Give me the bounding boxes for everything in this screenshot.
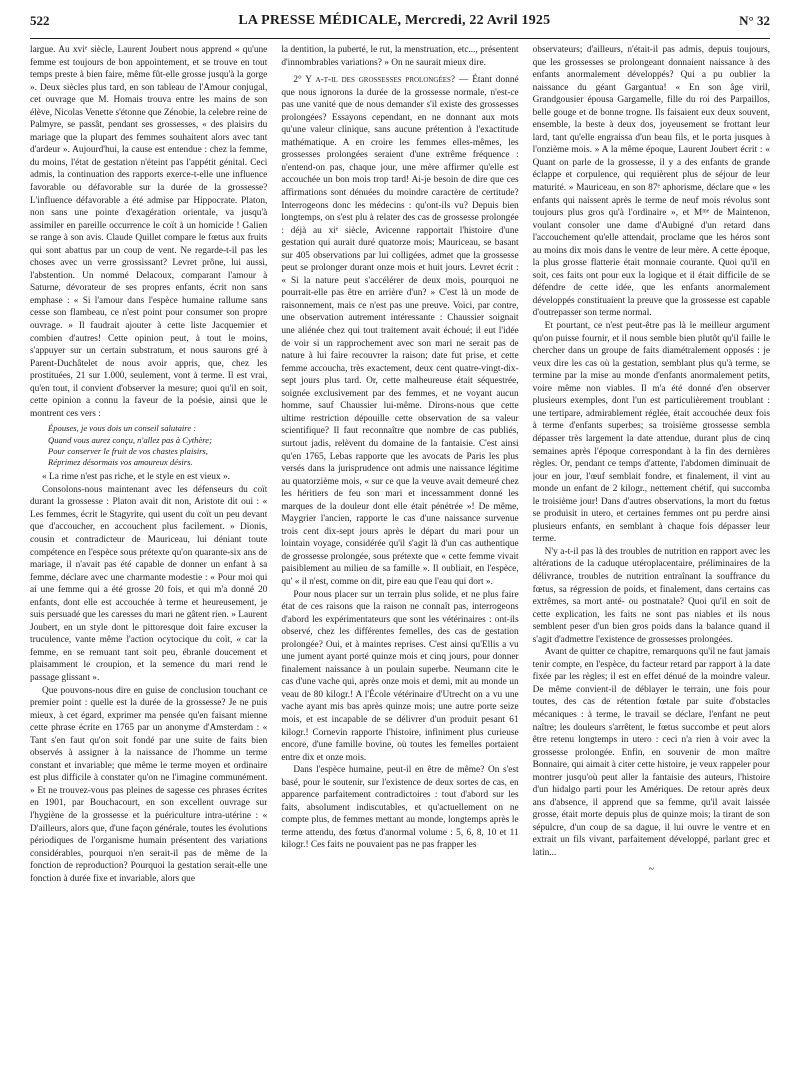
column-middle <box>281 44 518 1064</box>
column-left <box>30 44 267 1064</box>
article-columns <box>30 44 770 1064</box>
paragraph: observateurs; d'ailleurs, n'était-il pas admis, depuis toujours, que les grossesses se prolongeant donnaient naissance à des enfants anormalement développés? Qui a pu oublier la naissance du géant Gargantua! « En son âge viril, Grandgousier épousa Gargamelle, fille du roi des Parpaillos, belle gouge et de bonne trogne. Ils faisaient eux deux souvent, ensemble, la beste à deux dos, joyeusement se frottant leur lard, tant qu'elle engraissa d'un beau fils, et le porta jusques à l'onzième mois. » A la même époque, Laurent Joubert écrit : « Quant on parle de la grossesse, il y a des enfants de grande éclappe et corpulence, qui requièrent plus de séjour de leur maturité. » Mauriceau, en son 87ᵉ aphorisme, déclare que « les enfants qui naissent après le terme de neuf mois révolus sont toujours plus gros qu'à l'ordinaire », et Mᵐᵉ de Maintenon, voulant consoler une dame d'Aubigné d'un retard dans l'accouchement qu'elle attendait, proclame que les héros sont au moins dix mois dans le ventre de leur mère. A cette époque, la plus grosse flatterie était monnaie courante. Quoi qu'il en soit, ces faits ont pour eux la logique et il était difficile de se défendre de cette idée, que les enfants anormalement développés constituaient la preuve que la grossesse est capable d'outrepasser son terme normal. <box>532 45 770 319</box>
column-right <box>533 44 770 1064</box>
section-body: Étant donné que nous ignorons la durée de la grossesse normale, n'est-ce pas une vanité que de nous demander s'il existe des grossesses prolongées? Essayons cependant, en ne donnant aux mots qu'une valeur clinique, sans aucune prétention à l'exactitude mathématique. A en croire les femmes elles-mêmes, les grossesses prolongées seraient d'une extrême fréquence : n'entend-on pas, chaque jour, une mère affirmer qu'elle est accouchée un bon mois trop tard! Ai-je besoin de dire que ces affirmations sont dénuées du moindre caractère de certitude? Interrogeons donc les médecins : qu'ont-ils vu? Depuis bien longtemps, on s'est plu à relater des cas de grossesse prolongée : déjà au xiᵉ siècle, Avicenne rapportait l'histoire d'une gestation qui aurait duré quatorze mois; Mauriceau, se basant sur 405 observations par lui colligées, admet que la grossesse peut se prolonger durant onze mois et huit jours. Levret écrit : « Si la nature peut s'accélérer de deux mois, pourquoi ne pourrait-elle pas être en arrière d'un? » C'est là un mode de raisonnement, mais ce n'est pas une preuve. Voici, par contre, une observation autrement intéressante : Chaussier soignait une aliénée chez qui tout traitement avait échoué; il eut l'idée de voir si un rapprochement avec son mari ne serait pas de nature à lui faire recouvrer la raison; date fut prise, et cette femme accoucha, très exactement, deux cent quatre-vingt-dix-sept jours plus tard. Or, cette malheureuse était séquestrée, soignée exclusivement par des femmes, et ne voyant aucun homme, sauf Chaussier lui-même. Dirons-nous que cette ultime restriction dépouille cette observation de sa valeur scientifique? Il faut reconnaître que nombre de cas publiés, surtout jadis, relèvent du domaine de la fantaisie. C'est ainsi qu'en 1765, Lebas rapporte que les avocats de Paris les plus versés dans la jurisprudence ont admis une naissance légitime au quatorzième mois, « sur ce que la veuve avait demeuré chez les héritiers de feu son mari et incessamment donné les marques de la douleur dont elle était pénétrée »! De même, Maygrier l'ancien, rapporte le cas d'une naissance survenue trois cent dix-sept jours après le départ du mari pour un lointain voyage, considérée qu'il s'agit là d'un cas authentique de grossesse prolongée, sous prétexte que « cette femme vivait paisiblement au milieu de sa famille ». Il oubliait, en l'espèce, qu' « il n'est, comme on dit, pire eau que l'eau qui dort ». <box>281 75 519 587</box>
verse-line: Réprimez désormais vos amoureux désirs. <box>48 457 193 468</box>
page-header <box>30 6 770 36</box>
verse-line: Quand vous aurez conçu, n'allez pas à Cythère; <box>48 434 212 445</box>
journal-title: LA PRESSE MÉDICALE, <box>238 13 402 28</box>
section-paragraph <box>281 74 518 588</box>
verse-line: Pour conserver le fruit de vos chastes plaisirs, <box>48 445 208 456</box>
journal-title-line <box>238 13 550 29</box>
paragraph: Consolons-nous maintenant avec les défenseurs du coït durant la grossesse : Platon avait dit non, Aristote dit oui : « Les femmes, écrit le Stagyrite, qui usent du coït un peu devant que d'accoucher, en accouchent plus facilement. » Dionis, cousin et contradicteur de Mauriceau, lui déniant toute compétence en l'espèce sous prétexte qu'on quarante-six ans de mariage, il n'avait pas été capable de donner un enfant à sa femme, déclare avec une charmante modestie : « Pour moi qui ai une femme qui a été grosse 20 fois, et qui m'a donné 20 enfants, dont elle est accouchée à terme et heureusement, je suis persuadé que les caresses du mari ne gâtent rien. » Laurent Joubert, en un style dont le pittoresque doit faire excuser la truculence, vante même l'action ocytocique du coït, « car la femme, en se remuant tant soit peu, ébranle doucement et plaisamment le croupion, et la semence du mari rend le passage glissant ». <box>30 484 268 683</box>
section-heading: 2° Y a-t-il des grossesses prolongées? — <box>293 75 469 86</box>
paragraph: Et pourtant, ce n'est peut-être pas là le meilleur argument qu'on puisse fournir, et il nous semble bien plutôt qu'il faille le chercher dans un groupe de faits diamétralement opposés : je veux dire les cas où la gestation, semblant plus qu'à terme, se termine par la mise au monde d'enfants anormalement petits, voire même non viables. Il m'a été donné d'en observer plusieurs exemples, dont l'un est particulièrement troublant : une tertipare, admirablement réglée, était accouchée deux fois à terme d'enfants superbes; sa troisième grossesse sembla dépasser très largement la date attendue, durant plus de cinq semaines après l'époque correspondant à la fin des dernières règles. Or, pendant ce temps d'attente, l'abdomen diminuait de jour en jour, l'œuf semblait fondre, et finalement, il vint au monde un enfant de 2 kilogr., nettement chétif, qui succomba le troisième jour! Dans d'autres observations, la mort du fœtus se produisit in utero, et certaines femmes ont pu perdre ainsi plusieurs enfants, en semblant à chaque fois dépasser leur terme. <box>532 321 770 545</box>
paragraph: Dans l'espèce humaine, peut-il en être de même? On s'est basé, pour le soutenir, sur l'existence de deux sortes de cas, en apparence parfaitement contradictoires : tout d'abord sur les faits, absolument indiscutables, et qu'actuellement on ne compte plus, de femmes mettant au monde, longtemps après le terme attendu, des fœtus d'anormal volume : 5, 6, 8, 10 et 11 kilogr.! Ces faits ne pouvaient pas ne pas frapper les <box>281 765 519 851</box>
paragraph: Que pouvons-nous dire en guise de conclusion touchant ce premier point : quelle est la durée de la grossesse? Je ne puis mieux, à cet égard, exprimer ma pensée qu'en faisant mienne cette phrase écrite en 1765 par un anonyme d'Amsterdam : « Tant s'en faut qu'on soit fondé par une suite de faits bien observés à assigner à la naissance de l'homme un terme constant et invariable; que même le terme moyen et ordinaire est plus difficile à constater qu'on ne l'imagine communément. » Et ne trouvez-vous pas pleines de sagesse ces phrases écrites en 1901, par Bouchacourt, en son excellent ouvrage sur l'hygiène de la grossesse et la puériculture intra-utérine : « D'ailleurs, alors que, d'une façon générale, toutes les évolutions périodiques de l'organisme humain présentent des variations considérables, pourquoi n'en serait-il pas de même de la fonction de reproduction? Pourquoi la gestation serait-elle une fonction à durée fixe et invariable, alors que <box>30 685 268 884</box>
page-number: 522 <box>30 13 50 28</box>
paragraph: Pour nous placer sur un terrain plus solide, et ne plus faire état de ces raisons que la raison ne connaît pas, interrogeons d'abord les expérimentateurs que sont les vétérinaires : ont-ils observé, chez les différentes femelles, des cas de gestation prolongée? Oui, et à maintes reprises. C'est ainsi qu'Ellis a vu une jument ayant porté quinze mois et cinq jours, pour donner finalement naissance à un poulain superbe. Neumann cite le cas d'une vache qui, après onze mois et demi, mit au monde un veau de 80 kilogr.! A l'École vétérinaire d'Utrecht on a vu une vache ayant mis bas après quinze mois; une autre porte seize mois, et est incapable de se délivrer d'un produit pesant 61 kilogr.! Cornevin rapporte l'histoire, infiniment plus curieuse encore, d'une famille bovine, où toutes les femelles portaient entre dix et onze mois. <box>281 589 519 763</box>
verse-quote <box>48 423 267 468</box>
paragraph: N'y a-t-il pas là des troubles de nutrition en rapport avec les altérations de la caduque utéroplacentaire, préliminaires de la délivrance, troubles de nutrition entraînant la souffrance du fœtus, sa régression de poids, et finalement, dans certains cas extrêmes, sa mort anté- ou postnatale? Quoi qu'il en soit de cette explication, les faits ne sont pas niables et ils nous semblent peser d'un bien gros poids dans la balance quand il s'agit d'admettre l'existence de grossesses prolongées. <box>532 546 770 645</box>
paragraph: la dentition, la puberté, le rut, la menstruation, etc..., présentent d'innombrables variations? » On ne saurait mieux dire. <box>281 45 519 68</box>
verse-line: Épouses, je vous dois un conseil salutaire : <box>48 423 197 434</box>
issue-date: Mercredi, 22 Avril 1925 <box>404 13 551 28</box>
issue-number: N° 32 <box>739 13 770 28</box>
header-rule <box>30 38 770 39</box>
paragraph: « La rime n'est pas riche, et le style en est vieux ». <box>42 472 230 483</box>
end-ornament: ~ <box>648 863 655 875</box>
paragraph: Avant de quitter ce chapitre, remarquons qu'il ne faut jamais tenir compte, en l'espèce, du facteur retard par rapport à la date fixée par les règles; il est en effet dénué de la moindre valeur. De même convient-il de déblayer le terrain, une fois pour toutes, des cas de rétention fœtale par suite d'obstacles mécaniques : à terme, le travail se déclare, l'enfant ne peut naître; les douleurs s'arrêtent, le fœtus succombe et peut alors être retenu longtemps in utero : ceci n'a rien à voir avec la grossesse prolongée. Enfin, en souvenir de mon maître Bonnaire, qui aimait à citer cette histoire, je veux rappeler pour montrer jusqu'où peut aller la fantaisie des auteurs, l'histoire d'un hidalgo parti pour les Amériques. De retour après deux ans d'absence, il apprend que sa femme, qu'il avait laissée grosse, était morte depuis plus de quinze mois; la tirant de son sépulcre, d'un coup de sa dague, il lui ouvre le ventre et en extrait un fils vivant, parfaitement développé, parlant grec et latin... <box>532 647 770 858</box>
paragraph: largue. Au xviᵉ siècle, Laurent Joubert nous apprend « qu'une femme est toujours de bon appointement, et se trouve en tout temps preste à bien faire, même fût-elle grosse jusqu'à la gorge ». Deux siècles plus tard, en son tableau de l'Amour conjugal, cet ouvrage que M. Homais trouva entre les mains de son élève, Nicolas Venette s'étonne que Zénobie, la celebre reine de Palmyre, se passât, pendant ses grossesses, « des plaisirs du mariage que la plupart des femmes souhaitent alors avec tant d'ardeur ». Aujourd'hui, la cause est entendue : chez la femme, du moins, l'état de gestation n'éteint pas l'appétit génital. Ceci admis, la continuation des rapports exerce-t-elle une influence favorable ou défavorable sur la durée de la grossesse? L'influence défavorable a été admise par Hippocrate. Platon, non sans une pointe d'exagération orientale, va jusqu'à assimiler en pareille occurrence le coït à un homicide ! Galien se range à son avis. Claude Quillet compare le fœtus aux fruits qui sont abattus par un coup de vent. Ne regarde-t-il pas les choses avec un verre grossissant? Levret prône, lui aussi, l'abstention. Un nommé Delacoux, comparant l'amour à Saturne, dévorateur de ses propres enfants, écrit non sans emphase : « Si l'amour dans l'espèce humaine rallume sans cesse son flambeau, ce n'est point pour consumer son propre ouvrage. » Il faudrait ajouter à cette liste Jacquemier et combien d'autres! Cette opinion peut, à tout le moins, s'appuyer sur un certain substratum, et nous saurons gré à Parent-Duchâtelet de nous avoir appris, que, chez les prostituées, 21 sur 1.000, seulement, vont à terme. Il est vrai, qu'en tout, il convient d'observer la mesure; quoi qu'il en soit, cette opinion a connu la faveur de la poésie, ainsi que le montrent ces vers : <box>30 45 268 419</box>
